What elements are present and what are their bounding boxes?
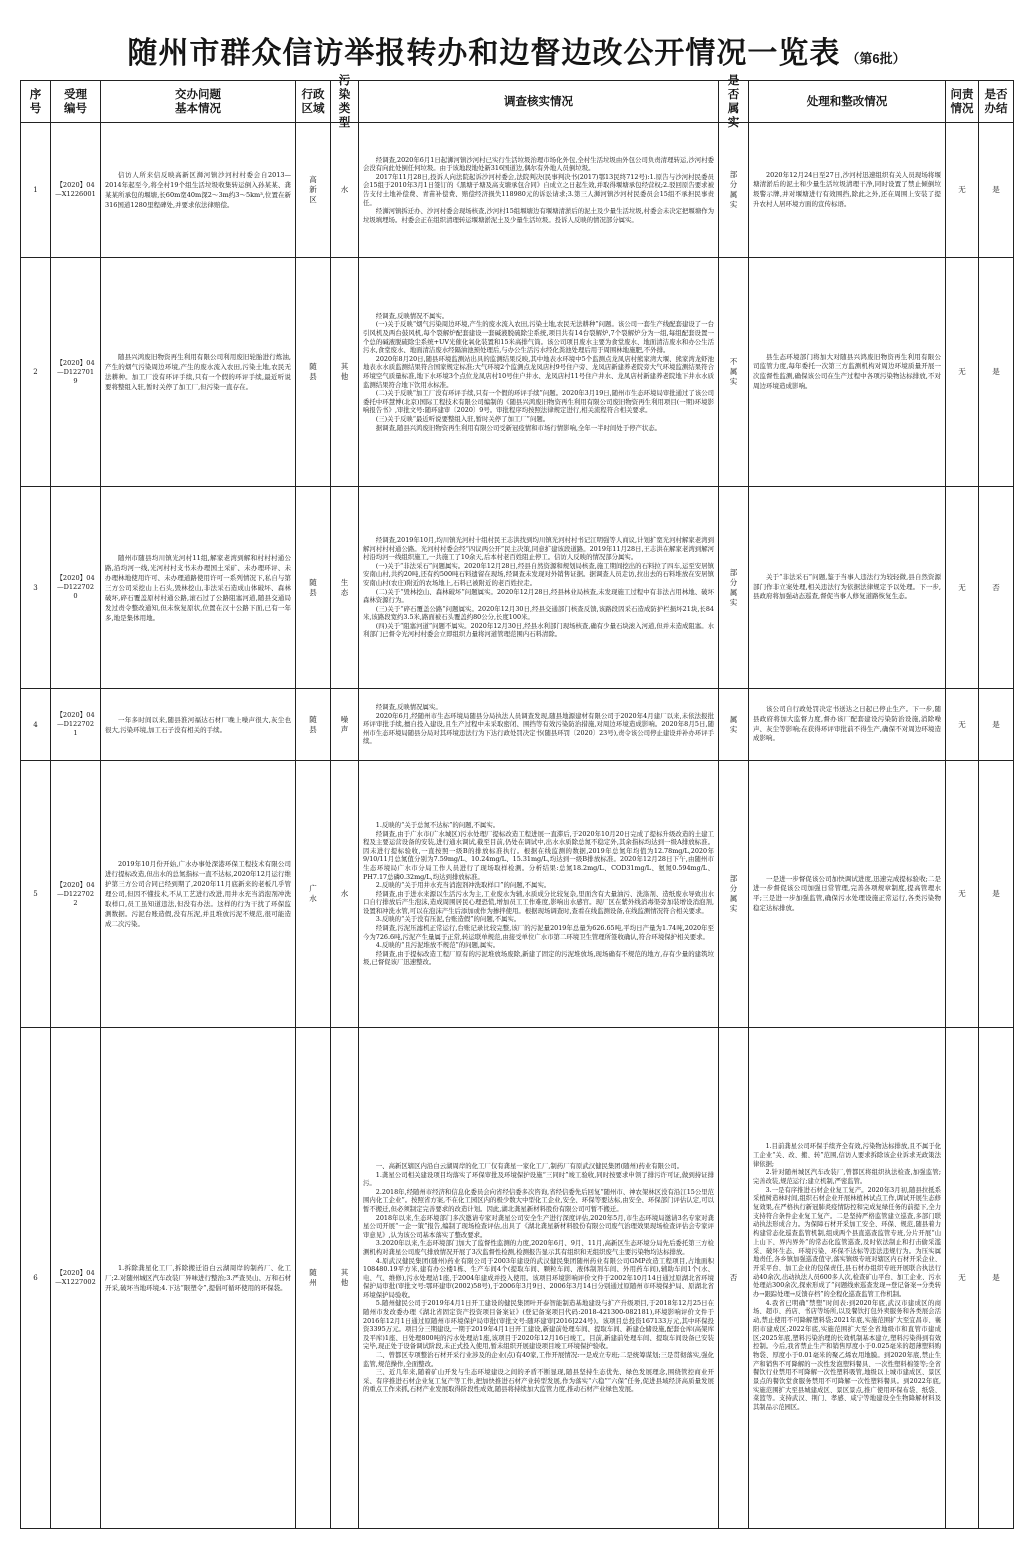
investigation-paragraph: 2017年11月28日,投诉人向法院起诉沙河村委会,法院判决(民事判决书(2017)鄂13民终712号):1.原告与沙河村民委员会15组于2010年3月1日签订的《黑塘子塘及高支塘承包合同》自成立之日起生效,并取得堰塘承包经营权;2.驳回原告要求被告支付土地补偿费、青苗补偿费、赔偿经济损失118980元的诉讼请求;3.第三人浉河镇沙河村民委员会15组不承担民事责任。 <box>363 172 714 207</box>
case-id: 【2020】04—D1227021 <box>56 711 95 737</box>
table-row <box>21 487 1014 689</box>
investigation-paragraph: (三)关于“碎石覆盖公路”问题属实。2020年12月30日,经县交通部门核查反馈,该路段因采石造成防护栏损坏21块,长84米,该路段宽约3.5米,路面被石头覆盖约80公分,长度100米。 <box>363 604 714 622</box>
row-index: 6 <box>33 1274 38 1282</box>
accountability: 无 <box>958 719 966 729</box>
header-verified: 是否 属实 <box>727 74 740 129</box>
region: 随县 <box>309 714 317 734</box>
concluded-status: 否 <box>992 582 1000 592</box>
investigation-paragraph: 4.原武汉健民集团(随州)药业有限公司于2003年建设的武汉健民集团随州药业有限公司GMP改造工程项目,占地面积108480.19平方米,建有办公楼1栋、生产车间4个(提取车间、颗粒车间、液体制剂车间、外用药车间),辅助车间1个(水、电、气、维修),污水处理站1座,于2004年建成并投入使用。该项目环境影响评价文件于2002年10月14日通过原湖北省环境保护局审批(审批文号:鄂环建审(2002)58号),于2006年3月9日、2006年3月14日分别通过原随州市环境保护局、原湖北省环境保护局验收。 <box>363 1256 714 1299</box>
row-index: 3 <box>33 583 38 592</box>
disclosure-table <box>20 74 1014 1529</box>
investigation-paragraph: (三)关于反映“最近听说要整组入驻,暂时关停了加工厂”问题。 <box>375 414 550 423</box>
investigation-paragraph: 经调查,反映情况不属实。 <box>375 311 449 320</box>
investigation-paragraph: 经调查,由于广水市(广水城区)污水处理厂提标改造工程进展一直滞后,于2020年10月20日完成了提标升级改造的土建工程及主要运营设备的安装,进行通水调试,截至目前,仍处在调试中,出水水质除总氮不稳定外,其余指标均达到一级A排放标准。因未进行提标验收,一直按照一级B的排放标准执行。根据在线监测的数据,2019年总氮年均值为12.78mg/L,2020年9/10/11月总氮值分别为7.59mg/L、10.24mg/L、15.31mg/L,均达到一级B排放标准。2020年12月28日下午,由随州市生态环境局广水市分局工作人员进行了现场取样检测。分析结果:总氮18.2mg/L、COD31mg/L、氨氮0.594mg/L、PH7.17总磷0.32mg/L,均达到排放标准。 <box>363 829 714 881</box>
header-row <box>21 81 1014 123</box>
accountability: 无 <box>958 582 966 592</box>
handling-cell <box>749 689 945 760</box>
handling-paragraph: 该公司自行政处罚决定书送达之日起已停止生产。下一步,随县政府将加大监督力度,督办该厂配套建设污染防治设施,消除噪声、灰尘等影响;在获得环评审批前不得生产,确保不对周边环境造成影响。 <box>753 705 941 743</box>
pollution-type: 水 <box>340 185 349 194</box>
pollution-type: 生态 <box>340 577 349 597</box>
row-index: 4 <box>33 720 38 729</box>
case-id: 【2020】04—X1226001 <box>55 181 96 198</box>
accountability: 无 <box>958 185 966 194</box>
header-index: 序 号 <box>29 88 42 115</box>
case-id: 【2020】04—D1227020 <box>56 574 95 600</box>
investigation-paragraph: 1.反映的“关于总氮不达标”的问题,不属实。 <box>375 820 500 829</box>
problem-description: 一年多时间以来,随县淮河福达石材厂晚上噪声很大,灰尘也很大,污染环境,加工石子没有相关的手续。 <box>105 715 291 734</box>
concluded-status: 是 <box>992 719 1000 729</box>
investigation-paragraph: 4.反映的“且污泥堆放不规范”的问题,属实。 <box>375 941 500 950</box>
investigation-cell <box>359 258 718 486</box>
header-region: 行政 区域 <box>301 88 325 115</box>
investigation-paragraph: 经调查,2019年10月,均川镇光河村十组村民王志洪找到均川镇光河村村书记江明强等人商议,计划扩宽光河村解家老湾到解河村村村通公路。光河村村委会经“四议两公开”民主决策,同意扩建该段道路。2019年11月28日,王志洪在解家老湾到解河村沿均河一线组织施工,一共施工了10余天,后本村老百姓阻止停工。信访人反映的情况部分属实。 <box>363 535 714 562</box>
accountability: 无 <box>958 367 966 376</box>
investigation-paragraph: 3.反映的“关于没有压泥,台账造假”的问题,不属实。 <box>375 915 521 924</box>
investigation-paragraph: 2020年6月,经随州市生态环境局随县分局执法人员调查发现,随县地源建材有限公司于2020年4月建厂以来,未依法报批环评审批手续,擅自投入建设,且生产过程中未采取密闭、围挡等有效污染防治措施,对周边环境造成影响。2020年8月5日,随州市生态环境局随县分局对其环境违法行为下达行政处罚决定书(随县环罚〔2020〕23号),责令该公司停止建设并补办环评手续。 <box>363 711 714 746</box>
investigation-paragraph: 一、高新区辖区内沿白云湖周岸的化工厂仅有龚星一家化工厂,制药厂有原武汉健民集团(随州)药业有限公司。 <box>375 1161 684 1170</box>
investigation-paragraph: 经浉河镇拆迁办、沙河村委会现场核查,沙河村15组堰塘边有堰塘清淤后的泥土及少量生活垃圾,村委会未决定把堰塘作为垃圾填埋场。村委会正在组织清理转运堰塘淤泥土及少量生活垃圾。投诉人反映的情况部分属实。 <box>363 207 714 224</box>
investigation-paragraph: 二、曾都区专项整治石材开采行业涉及的企业(点)有40家,工作开展情况:一是成立专班;二是统筹谋划;三是贯彻落实,强化监管,规范操作,全面整改。 <box>363 1351 714 1368</box>
investigation-cell <box>359 1028 718 1528</box>
concluded-status: 是 <box>992 367 1000 376</box>
header-concluded: 是否 办结 <box>984 88 1008 115</box>
handling-cell <box>749 487 945 688</box>
region: 高新区 <box>309 175 317 204</box>
concluded-status: 是 <box>992 185 1000 194</box>
pollution-type: 其他 <box>340 1268 349 1287</box>
case-id: 【2020】04—D1227022 <box>56 880 95 907</box>
accountability: 无 <box>958 1273 966 1282</box>
investigation-paragraph: 经调查,由于进水来源以生活污水为主,工业废水为辅,水质成分比较复杂,里面含有大量油污、洗涤剂、造纸废水导致出水口自行排放后产生泡沫,造成周围居民心理恐慌,增加员工工作难度,影响出水感官。现厂区在紫外线消毒渠旁加装增设消泡剂,设置和冲洗水管,可以在泡沫产生后添加或作为掺拌使用。根据现场调查时,查看在线监测设备,在线监测情况符合相关要求。 <box>363 889 714 915</box>
verified-status: 否 <box>729 1273 738 1282</box>
region: 随县 <box>309 362 317 381</box>
handling-cell <box>749 258 945 486</box>
row-index: 5 <box>33 890 38 898</box>
verified-status: 部分属实 <box>729 874 738 913</box>
problem-description: 随州市随县均川镇光河村11组,解家老湾到解和村村村通公路,沿均河一线,光河村村支书未办理国土采矿、未办理环评、未办理林地使用许可、未办理道路使用许可一系列情况下,私自与第三方公司采挖山上石头,毁林挖山,非法采石造成山体破坏、森林破坏,碎石覆盖原村村通公路,滚石过了公路阻塞河道,随县交通局发过责令整改通知,但未恢复原状,位置在汉十公路下面,已有一年多,地是集体用地。 <box>105 553 291 622</box>
problem-description: 2019年10月份开始,广水办事处深港环保工程技术有限公司进行提标改造,但出水的总氮指标一直不达标,2020年12月运行维护第三方公司合同已经到期了,2020年11月底新来的老板几乎管理公司,但因不懂技术,不从工艺进行改进,用井水充当消泡剂冲洗取样口,员工虽知道违法,但没有办法。这样的行为干扰了环保监测数据。污泥台账造假,没有压泥,并且堆放污泥不规范,很可能造成二次污染。 <box>105 860 291 928</box>
investigation-paragraph: 1.龚星公司相关建设项目均落实了环保审批及环境保护设施“三同时”竣工验收,同时按要求申领了排污许可证,做到持证排污。 <box>363 1170 714 1188</box>
verified-status: 属实 <box>729 714 738 734</box>
problem-description: 随县兴鸿废旧物资再生利用有限公司利用废旧轮胎进行炼油,产生的烟气污染周边环境,产生的废水流入农田,污染土地,农民无法耕种。加工厂没有环评手续,只有一个假的环评手续,最近听说要将整组入驻,暂时关停了加工厂,但污染一直存在。 <box>105 353 291 391</box>
verified-status: 部分属实 <box>729 567 738 607</box>
handling-paragraph: 一是进一步督促该公司加快调试进度,迅速完成提标验收;二是进一步督促该公司加强日常管理,完善各项规章制度,提高管理水平;三是进一步加强监管,确保污水处理设施正常运行,各类污染物稳定达标排放。 <box>753 874 941 912</box>
investigation-paragraph: 经调查,2020年6月1日起浉河镇沙河村已实行生活垃圾治理市场化外包,全村生活垃圾由外包公司负责清理转运,沙河村委会没有向此处倒任何垃圾。由于该地段地处新316国道边,偶尔有外地人员倒垃圾。 <box>363 155 714 173</box>
header-pollution: 污染 类型 <box>338 74 351 129</box>
handling-cell <box>749 761 945 1027</box>
investigation-paragraph: 经调查,由于提标改造工程厂原有的污泥堆放场废除,新建了固定的污泥堆放场,现场确有不规范的地方,存有少量的建筑垃圾,已督促该厂迅速整改。 <box>363 949 714 967</box>
handling-cell <box>749 123 945 257</box>
batch-label: （第6批） <box>846 51 906 66</box>
investigation-paragraph: (一)关于反映“烟气污染周边环境,产生的废水流入农田,污染土地,农民无法耕种”问题。该公司一套生产线配套建设了一台引风机及两台鼓风机,每个裂解炉配套建设一套碱液脱硫除尘系统,项目共有14台裂解炉,7个裂解炉分为一组,每组配套设置一个总的碱液脱硫除尘系统+UV光催化氧化装置和15米高排气筒。该公司项目废水主要为食堂废水、地面清洁废水和办公生活污水,食堂废水、地面清洁废水经隔油池预处理后,与办公生活污水经化粪池处理后用于周围林地施肥,不外排。 <box>363 320 714 355</box>
handling-paragraph: 2.针对随州城区汽车改装厂,曾都区将组织执法检查,加强监管;完善改装,规范运行;建立机制,严密监管。 <box>753 1169 941 1185</box>
header-accountability: 问责 情况 <box>950 88 974 115</box>
investigation-paragraph: 2018年以来,生态环境部门多次邀请专家对龚星公司安全生产进行深度评估,2020年5月,市生态环境局邀请3名专家对龚星公司开展“一企一策”报告,编制了现场检查评估,出具了《湖北龚星新材料股份有限公司废气治理效果现场检查评估会专家评审意见》,认为该公司基本落实了整改要求。 <box>363 1213 714 1239</box>
problem-description: 信访人所来信反映高新区浉河镇沙河村村委会自2013—2014年起至今,将全村19个组生活垃圾收集转运倒入孙某某、龚某某所承包的堰塘,长60m宽40m深2～3m约3～5km³,位置在新316国道1280里程碑处,并要求依法律赔偿。 <box>105 171 291 209</box>
table-row <box>21 123 1014 258</box>
investigation-paragraph: 经调查,污泥压滤机正常运行,台账记录比较完整,该厂的污泥量2019年总量为626.65吨,平均日产量为1.74吨,2020年至今为726.6吨,污泥产生量属于正常,转运联单规范,由接受单位广水市第二环境卫生管理所签收确认,符合环境保护相关要求。 <box>363 924 714 941</box>
verified-status: 不属实 <box>729 357 738 386</box>
pollution-type: 噪声 <box>340 714 349 734</box>
page-title-block <box>0 28 1033 72</box>
investigation-cell <box>359 689 718 760</box>
pollution-type: 其他 <box>340 362 349 381</box>
handling-paragraph: 县生态环境部门将加大对随县兴鸿废旧物资再生利用有限公司监管力度,每年委托一次第三方监测机构对周边环境质量开展一次监督性监测,确保该公司在生产过程中各项污染物达标排放,不对周边环境造成影响。 <box>753 352 941 390</box>
header-problem: 交办问题 基本情况 <box>175 88 221 115</box>
concluded-status: 是 <box>992 889 1000 898</box>
handling-paragraph: 3.一是有序推进石材企业复工复产。2020年3月初,随县拉抵系采植树造林时间,组织石材企业开展林植林试点工作,调试开展生态修复效果,在严格执行新冠肺炎疫情防控和完成复绿任务的前提下,全力支持符合条件企业复工复产。二是坚持严格监管建立巡查,多部门联动执法形成合力。为保障石材开采加工安全、环保、规范,随县着力构建常态化巡查监管机制,组成两个县直巡查监管专班,分片开展“山上山下、界内界外”的常态化监管巡查,及时依法制止和打击偷采滥采、破坏生态、环境污染、环保不达标等违法违规行为。为压实属地责任,各乡镇加强巡查值守,落实镇级专班对辖区内石材开采企业、开采平台、加工企业的包保责任,县石材办组织专班开展联合执法行动40余次,出动执法人员600多人次,检查矿山平台、加工企业、污水处理站300余次,探索形成了“问题线索巡查发现→登记备案→分类转办→跟踪处理→反馈存档”的全程化巡查监管工作机制。 <box>753 1186 941 1299</box>
accountability: 无 <box>958 889 966 898</box>
table-row <box>21 761 1014 1028</box>
investigation-paragraph: 2.2018年,经随州市经济和信息化委员会向省经信委多次咨询,省经信委先后回复“随州市、神农架林区没有沿江15公里范围内化工企业”。按照省方案,不在化工园区内的极少数大中型化工企业,安全、环保等要达标,由安全、环保部门评估认定,可以暂不搬迁,但必须制定完善要求的改造计划。因此,湖北龚星新材料股份有限公司可暂不搬迁。 <box>363 1187 714 1213</box>
case-id: 【2020】04—D1227019 <box>56 358 95 385</box>
investigation-paragraph: 3.2020年以来,生态环境部门加大了监督性监测的力度,2020年6月、9月、11月,高新区生态环境分局先后委托第三方检测机构对龚星公司废气排放情况开展了3次监督性检测,检测报告显示其有组织和无组织废气主要污染物均达标排放。 <box>363 1239 714 1256</box>
investigation-paragraph: 据调查,随县兴鸿废旧物资再生利用有限公司受新冠疫情和市场行情影响,全年一半时间处于停产状态。 <box>375 423 662 432</box>
investigation-paragraph: 三、近几年来,随着矿山开发与生态环境建设之间的矛盾不断显现,随县坚持生态优先、绿色发展理念,围绕管控商业开采、有序推进石材企业复工复产等工作,把加快推进石材产业转型发展,作为落实“六稳”“六保”任务,促进县域经济高质量发展的重点工作来抓,石材产业发展取得阶段性成效,随县将持续加大监管力度,推动石材产业绿色发展。 <box>363 1368 714 1394</box>
header-case-id: 受理 编号 <box>64 88 87 115</box>
region: 广水 <box>309 884 317 903</box>
investigation-paragraph: (四)关于“阻塞河道”问题不属实。2020年12月30日,经县水利部门现场核查,确有少量石块滚入河道,但并未造成阻塞。水利部门已督令光河村村委会立即组织力量将河道管理范围内石料清除。 <box>363 621 714 639</box>
region: 随州 <box>309 1268 317 1287</box>
investigation-paragraph: 经调查,反映情况属实。 <box>375 703 442 712</box>
row-index: 2 <box>33 368 38 376</box>
verified-status: 部分属实 <box>729 170 738 209</box>
header-handling: 处理和整改情况 <box>806 95 888 108</box>
pollution-type: 水 <box>340 889 349 898</box>
handling-paragraph: 关于“非法采石”问题,鉴于当事人违法行为较轻微,县自然资源部门作非立案处理,相关违法行为依据法律规定予以处理。下一步,县政府将加强动态巡查,督促当事人修复道路恢复生态。 <box>753 573 941 601</box>
investigation-paragraph: (一)关于“非法采石”问题属实。2020年12月28日,经县自然资源和规划局核查,施工期间挖出的石料拉了四车,运至安居镇安南山村,共约20吨,还有约500吨石料遗留在现场,经调查未发现对外销售证据。据调查人员走访,拉出去的石料堆放在安居镇安南山村(农庄)附近的农场地上,石料已被附近的老百姓拉走。 <box>363 561 714 587</box>
problem-description: 1.拆除龚星化工厂,拆除搬迁沿白云湖周岸的制药厂、化工厂;2.对随州城区汽车改装厂异味进行整治;3.严查吴山、万和石材开采,破坏当地环境;4.下达“限塑令”,提倡可循环使用的环保袋。 <box>105 1264 291 1292</box>
table-row <box>21 258 1014 487</box>
row-index: 1 <box>33 186 38 194</box>
table-row <box>21 689 1014 761</box>
investigation-paragraph: 2020年8月20日,随县环境监测站出具的监测结果反映,其中地表水环境中5个监测点龙凤店村熊家湾大堰、熊家湾龙虾池地表水水质监测结果符合国家规定标准;大气环境2个监测点龙凤店村9号住户旁、龙凤店新建养老院旁大气环境监测结果符合环境空气质量标准,地下水环境3个点位龙凤店村10号住户井水、龙凤店村11号住户井水、龙凤店村新建养老院地下井水水质监测结果符合地下饮用水标准。 <box>363 354 714 389</box>
handling-paragraph: 4.我省已明确“禁塑”时间表:到2020年底,武汉市建成区的商场、超市、药店、书店等场所,以及餐饮打包外卖服务和各类展会活动,禁止使用不可降解塑料袋;2021年底,实施范围扩大至宜昌市、襄阳市建成区;2022年底,实施范围扩大至全省地级市和直管市建成区;2025年底,塑料污染治理的长效机制基本建立,塑料污染得到有效控制。今后,我省禁止生产和销售厚度小于0.025毫米的超薄塑料购物袋、厚度小于0.01毫米的聚乙烯农用地膜。到2020年底,禁止生产和销售不可降解的一次性发泡塑料餐具、一次性塑料棉签等;全省餐饮行业禁用不可降解一次性塑料吸管,地级以上城市建成区、景区景点的餐饮堂食服务禁用不可降解一次性塑料餐具。到2022年底,实施范围扩大至县城建成区、景区景点,推广使用环保布袋、纸袋、菜篮等。支持武汉、荆门、孝感、咸宁等地建设全生物降解材料及其制品示范园区。 <box>753 1299 941 1412</box>
investigation-cell <box>359 487 718 688</box>
handling-paragraph: 1.目前龚星公司环保手续齐全有效,污染物达标排放,且不属于化工企业“关、改、搬、转”范围,信访人要求拆除该企业诉求无政策法律依据; <box>753 1143 941 1168</box>
header-investigation: 调查核实情况 <box>504 95 573 108</box>
region: 随县 <box>309 577 317 597</box>
handling-cell <box>749 1028 945 1528</box>
investigation-cell <box>359 761 718 1027</box>
table-row <box>21 1028 1014 1529</box>
investigation-paragraph: (二)关于“毁林挖山、森林破坏”问题属实。2020年12月28日,经县林业局核查,未发现施工过程中有非法占用林地、破坏森林资源行为。 <box>363 587 714 605</box>
investigation-cell <box>359 123 718 257</box>
investigation-paragraph: (二)关于反映“加工厂没有环评手续,只有一个假的环评手续”问题。2020年3月19日,随州市生态环境局审批通过了该公司委托中环慧博(北京)国际工程技术有限公司编制的《随县兴鸿废旧物资再生利用有限公司废旧物资再生利用项目(一期)环境影响报告书》,审批文号:随环建审〔2020〕9号。审批程序均按照法律规定进行,相关流程符合相关要求。 <box>363 389 714 415</box>
concluded-status: 是 <box>992 1273 1000 1282</box>
handling-paragraph: 2020年12月24日至27日,沙河村迅速组织有关人员现场将堰塘清淤后的泥土和少量生活垃圾清理干净,同时设置了禁止倾倒垃圾警示牌,并对堰塘进行有效围挡,除此之外,还在周围上安装了提升农村人居环境方面的宣传标语。 <box>753 170 941 208</box>
investigation-paragraph: 2.反映的“关于用井水充当消泡剂冲洗取样口”的问题,不属实。 <box>375 881 551 890</box>
case-id: 【2020】04—X1227002 <box>55 1269 96 1286</box>
page-title: 随州市群众信访举报转办和边督边改公开情况一览表 <box>127 37 841 70</box>
investigation-paragraph: 5.随州健民公司于2019年4月1日开工建设的健民集团叶开泰智能制造基地建设与扩产升级项目,于2018年12月25日在随州市发改委办理《湖北省固定资产投资项目备案证》(登记备案项目代码:2018-421300-082181),环境影响评价文件于2016年12月1日通过原随州市环境保护局审批(审批文号:随环建审[2016]224号)。该项目总投资167133万元,其中环保投资3395万元。项目分三期建设,一期于2019年4月1日开工建设,新建前处理车间、提取车间、新建仓储设施,配套仓库(高架库及平库)1座、日处理800吨的污水处理站1座,该项目于2020年12月16日竣工。目前,新建前处理车间、提取车间设备已安装完毕,现正处于设备调试阶段,未正式投入使用,暂未组织开展建设项目竣工环境保护验收。 <box>363 1299 714 1351</box>
